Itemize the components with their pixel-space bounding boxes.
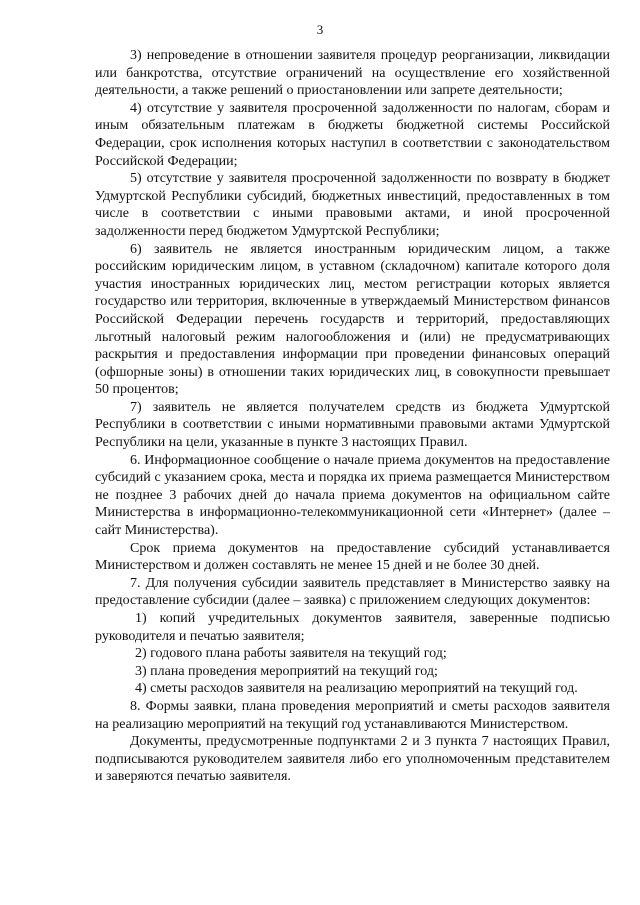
document-body xyxy=(95,47,610,786)
paragraph-clause-8: 8. Формы заявки, плана проведения мероприятий и сметы расходов заявителя на реализацию мероприятий на текущий год устанавливаются Министерством. xyxy=(95,698,610,732)
paragraph-item-6: 6) заявитель не является иностранным юридическим лицом, а также российским юридическим лицом, в уставном (складочном) капитале которого доля участия иностранных юридических лиц, местом регистрации которых является государство или территория, включенные в утверждаемый Министерством финансов Российской Федерации перечень государств и территорий, предоставляющих льготный налоговый режим налогообложения и (или) не предусматривающих раскрытия и предоставления информации при проведении финансовых операций (офшорные зоны) в отношении таких юридических лиц, в совокупности превышает 50 процентов; xyxy=(95,241,610,398)
page-number: 3 xyxy=(316,22,324,37)
paragraph-documents-signing: Документы, предусмотренные подпунктами 2 и 3 пункта 7 настоящих Правил, подписываются руководителем заявителя либо его уполномоченным представителем и заверяются печатью заявителя. xyxy=(95,734,610,785)
list-item-2: 2) годового плана работы заявителя на текущий год; xyxy=(135,646,447,662)
paragraph-item-5: 5) отсутствие у заявителя просроченной задолженности по возврату в бюджет Удмуртской Республики субсидий, бюджетных инвестиций, предоставленных в том числе в соответствии с иными правовыми актами, и иной просроченной задолженности перед бюджетом Удмуртской Республики; xyxy=(95,171,610,239)
list-item-3: 3) плана проведения мероприятий на текущий год; xyxy=(135,663,438,679)
paragraph-clause-6: 6. Информационное сообщение о начале приема документов на предоставление субсидий с указанием срока, места и порядка их приема размещается Министерством не позднее 3 рабочих дней до начала приема документов на официальном сайте Министерства в информационно-телекоммуникационной сети «Интернет» (далее – сайт Министерства). xyxy=(95,452,610,539)
paragraph-clause-7: 7. Для получения субсидии заявитель представляет в Министерство заявку на предоставление субсидии (далее – заявка) с приложением следующих документов: xyxy=(95,575,610,609)
paragraph-submission-period: Срок приема документов на предоставление субсидий устанавливается Министерством и должен составлять не менее 15 дней и не более 30 дней. xyxy=(95,540,610,574)
list-item-4: 4) сметы расходов заявителя на реализацию мероприятий на текущий год. xyxy=(135,681,578,697)
paragraph-item-3: 3) непроведение в отношении заявителя процедур реорганизации, ликвидации или банкротства, отсутствие ограничений на осуществление его хозяйственной деятельности, а также решений о приостановлении или запрете деятельности; xyxy=(95,48,610,99)
paragraph-item-4: 4) отсутствие у заявителя просроченной задолженности по налогам, сборам и иным обязательным платежам в бюджеты бюджетной системы Российской Федерации, срок исполнения которых наступил в соответствии с законодательством Российской Федерации; xyxy=(95,100,610,169)
paragraph-item-7: 7) заявитель не является получателем средств из бюджета Удмуртской Республики в соответствии с иными нормативными правовыми актами Удмуртской Республики на цели, указанные в пункте 3 настоящих Правил. xyxy=(95,399,610,451)
list-item-1: 1) копий учредительных документов заявителя, заверенные подписью руководителя и печатью заявителя; xyxy=(95,611,610,644)
